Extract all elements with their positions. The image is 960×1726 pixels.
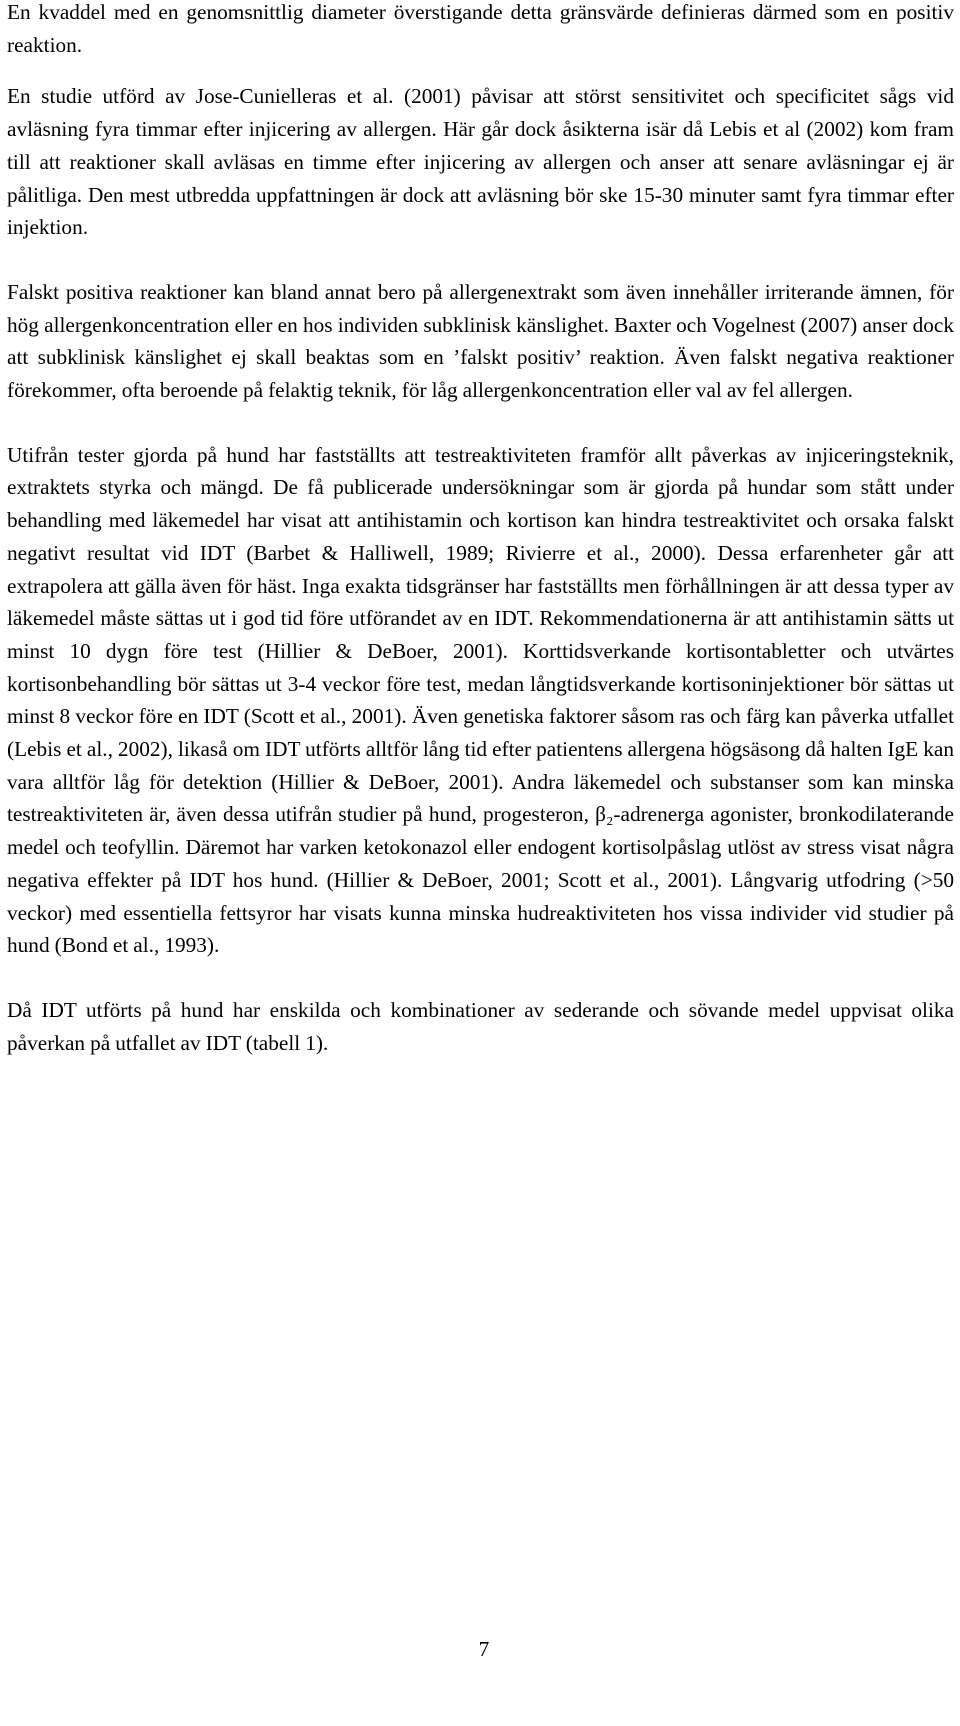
- paragraph-1: En kvaddel med en genomsnittlig diameter överstigande detta gränsvärde definieras därmed som en positiv reaktion.: [7, 0, 954, 57]
- page-number: 7: [478, 1637, 490, 1661]
- document-page: [7, 0, 954, 1059]
- paragraph-4: Utifrån tester gjorda på hund har fastställts att testreaktiviteten framför allt påverkas av injiceringsteknik, extraktets styrka och mängd. De få publicerade undersökningar som är gjorda på hundar som stått under behandling med läkemedel har visat att antihistamin och kortison kan hindra testreaktivitet och orsaka falskt negativt resultat vid IDT (Barbet & Halliwell, 1989; Rivierre et al., 2000). Dessa erfarenheter går att extrapolera att gälla även för häst. Inga exakta tidsgränser har fastställts men förhållningen är att dessa typer av läkemedel måste sättas ut i god tid före utförandet av en IDT. Rekommendationerna är att antihistamin sätts ut minst 10 dygn före test (Hillier & DeBoer, 2001). Korttidsverkande kortisontabletter och utvärtes kortisonbehandling bör sättas ut 3-4 veckor före test, medan långtidsverkande kortisoninjektioner bör sättas ut minst 8 veckor före en IDT (Scott et al., 2001). Även genetiska faktorer såsom ras och färg kan påverka utfallet (Lebis et al., 2002), likaså om IDT utförts alltför lång tid efter patientens allergena högsäsong då halten IgE kan vara alltför låg för detektion (Hillier & DeBoer, 2001). Andra läkemedel och substanser som kan minska testreaktiviteten är, även dessa utifrån studier på hund, progesteron, β₂-adrenerga agonister, bronkodilaterande medel och teofyllin. Däremot har varken ketokonazol eller endogent kortisolpåslag utlöst av stress visat några negativa effekter på IDT hos hund. (Hillier & DeBoer, 2001; Scott et al., 2001). Långvarig utfodring (>50 veckor) med essentiella fettsyror har visats kunna minska hudreaktiviteten hos vissa individer vid studier på hund (Bond et al., 1993).: [7, 442, 954, 958]
- paragraph-3: Falskt positiva reaktioner kan bland annat bero på allergenextrakt som även innehåller irriterande ämnen, för hög allergenkoncentration eller en hos individen subklinisk känslighet. Baxter och Vogelnest (2007) anser dock att subklinisk känslighet ej skall beaktas som en ’falskt positiv’ reaktion. Även falskt negativa reaktioner förekommer, ofta beroende på felaktig teknik, för låg allergenkoncentration eller val av fel allergen.: [7, 279, 954, 403]
- paragraph-2: En studie utförd av Jose-Cunielleras et al. (2001) påvisar att störst sensitivitet och specificitet sågs vid avläsning fyra timmar efter injicering av allergen. Här går dock åsikterna isär då Lebis et al (2002) kom fram till att reaktioner skall avläsas en timme efter injicering av allergen och anser att senare avläsningar ej är pålitliga. Den mest utbredda uppfattningen är dock att avläsning bör ske 15-30 minuter samt fyra timmar efter injektion.: [7, 84, 954, 240]
- paragraph-5: Då IDT utförts på hund har enskilda och kombinationer av sederande och sövande medel uppvisat olika påverkan på utfallet av IDT (tabell 1).: [7, 997, 954, 1055]
